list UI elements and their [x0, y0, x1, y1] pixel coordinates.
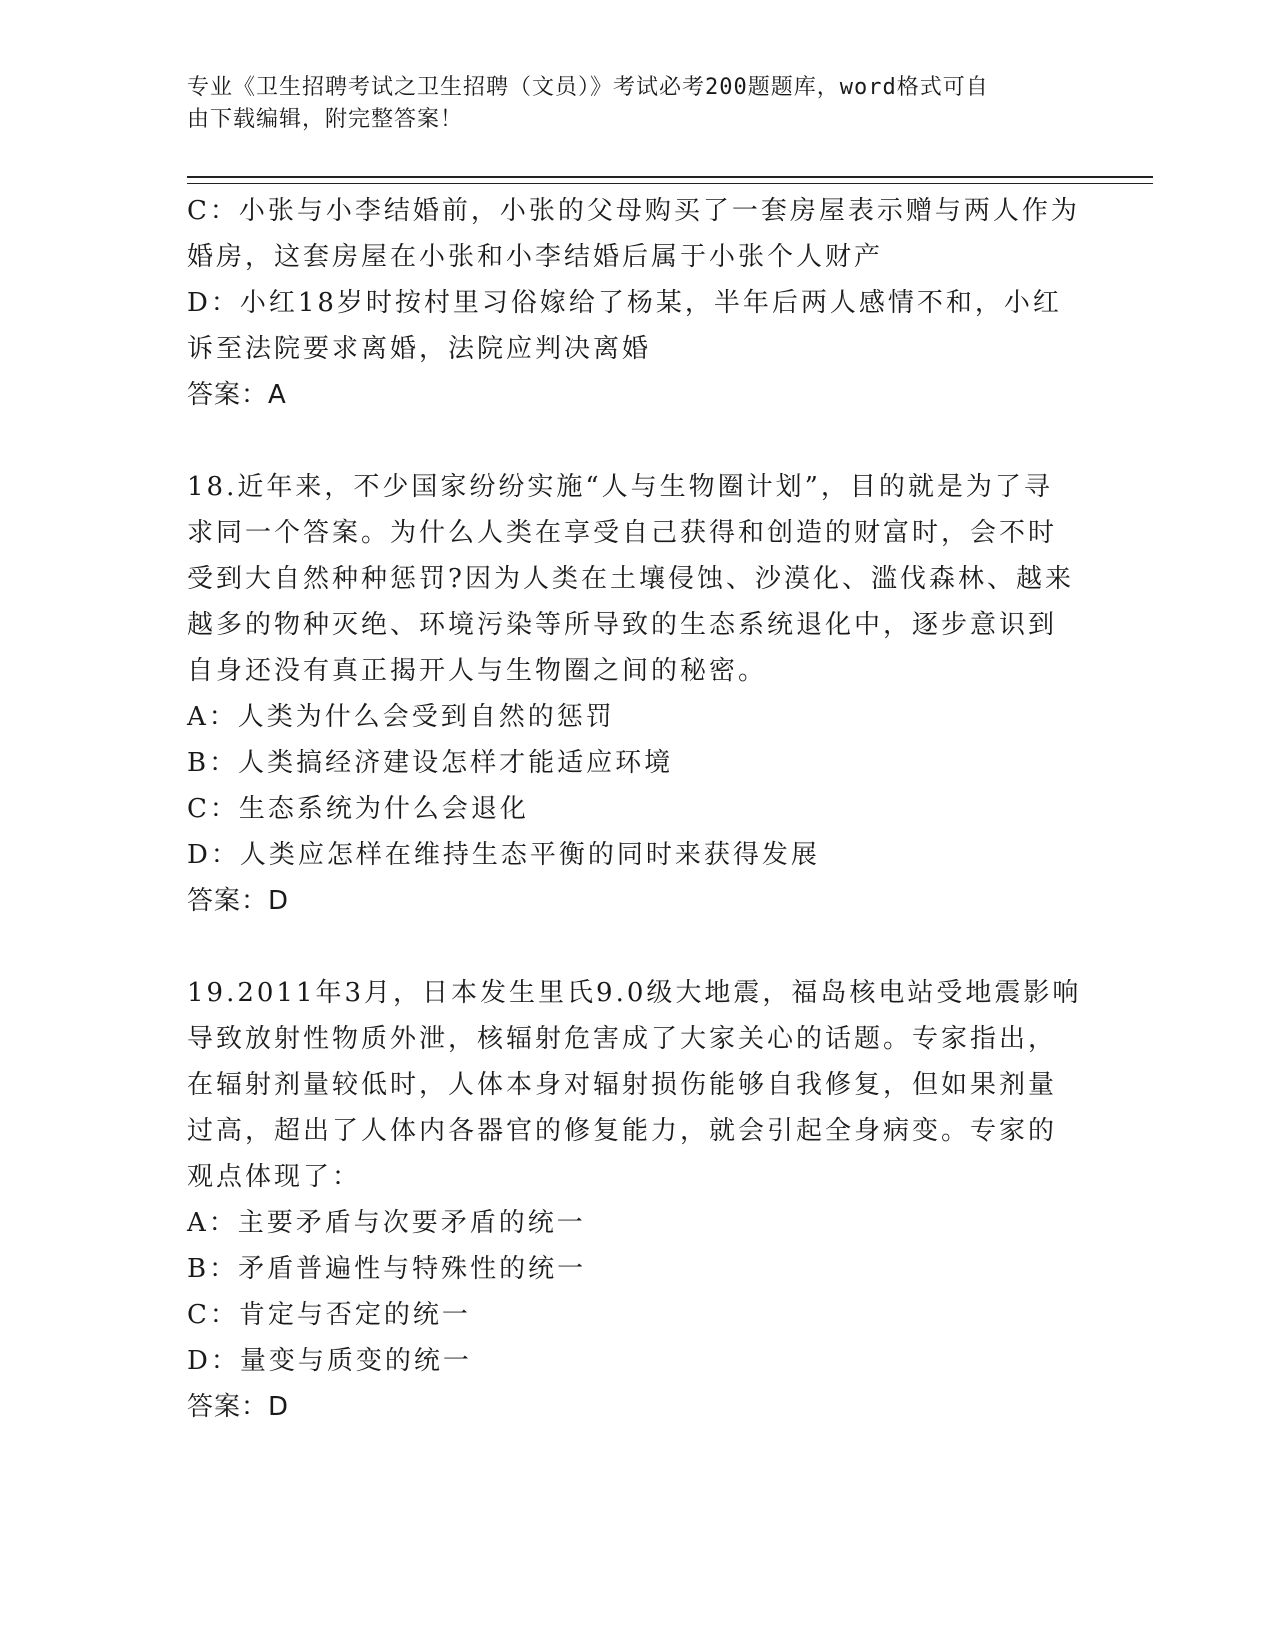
q17-option-c-line-2: 婚房，这套房屋在小张和小李结婚后属于小张个人财产 — [187, 242, 884, 272]
q17-answer: 答案：A — [187, 380, 287, 410]
question-17-continued — [187, 188, 1107, 418]
q18-option-c: C：生态系统为什么会退化 — [187, 794, 529, 824]
q17-option-d-line-2: 诉至法院要求离婚，法院应判决离婚 — [187, 334, 652, 364]
spacer — [187, 418, 1107, 464]
q19-stem-line-4: 过高，超出了人体内各器官的修复能力，就会引起全身病变。专家的 — [187, 1116, 1058, 1146]
q18-option-a: A：人类为什么会受到自然的惩罚 — [187, 702, 615, 732]
question-19 — [187, 970, 1107, 1430]
q18-stem-line-1: 18.近年来，不少国家纷纷实施“人与生物圈计划”，目的就是为了寻 — [187, 472, 1053, 502]
q18-stem-line-4: 越多的物种灭绝、环境污染等所导致的生态系统退化中，逐步意识到 — [187, 610, 1058, 640]
document-body — [187, 188, 1107, 1430]
q18-answer: 答案：D — [187, 886, 290, 916]
header-line-1: 专业《卫生招聘考试之卫生招聘（文员）》考试必考200题题库，word格式可自 — [187, 75, 989, 100]
q19-stem-line-3: 在辐射剂量较低时，人体本身对辐射损伤能够自我修复，但如果剂量 — [187, 1070, 1058, 1100]
header-rule-thick — [187, 176, 1153, 178]
q19-option-d: D：量变与质变的统一 — [187, 1346, 472, 1376]
q19-stem-line-1: 19.2011年3月，日本发生里氏9.0级大地震，福岛核电站受地震影响 — [187, 978, 1082, 1008]
q18-stem-line-2: 求同一个答案。为什么人类在享受自己获得和创造的财富时，会不时 — [187, 518, 1058, 548]
q19-stem-line-2: 导致放射性物质外泄，核辐射危害成了大家关心的话题。专家指出， — [187, 1024, 1058, 1054]
header-line-2: 由下载编辑，附完整答案！ — [187, 107, 464, 132]
header-rule-thin — [187, 183, 1153, 184]
q19-answer: 答案：D — [187, 1392, 290, 1422]
q19-option-b: B：矛盾普遍性与特殊性的统一 — [187, 1254, 587, 1284]
q18-stem-line-5: 自身还没有真正揭开人与生物圈之间的秘密。 — [187, 656, 768, 686]
document-header — [187, 72, 1087, 136]
q19-option-a: A：主要矛盾与次要矛盾的统一 — [187, 1208, 586, 1238]
q18-option-d: D：人类应怎样在维持生态平衡的同时来获得发展 — [187, 840, 820, 870]
q18-stem-line-3: 受到大自然种种惩罚?因为人类在土壤侵蚀、沙漠化、滥伐森林、越来 — [187, 564, 1074, 594]
spacer — [187, 924, 1107, 970]
q19-stem-line-5: 观点体现了： — [187, 1162, 362, 1192]
q17-option-c-line-1: C：小张与小李结婚前，小张的父母购买了一套房屋表示赠与两人作为 — [187, 196, 1080, 226]
q19-option-c: C：肯定与否定的统一 — [187, 1300, 471, 1330]
question-18 — [187, 464, 1107, 924]
q17-option-d-line-1: D：小红18岁时按村里习俗嫁给了杨某，半年后两人感情不和，小红 — [187, 288, 1062, 318]
q18-option-b: B：人类搞经济建设怎样才能适应环境 — [187, 748, 674, 778]
